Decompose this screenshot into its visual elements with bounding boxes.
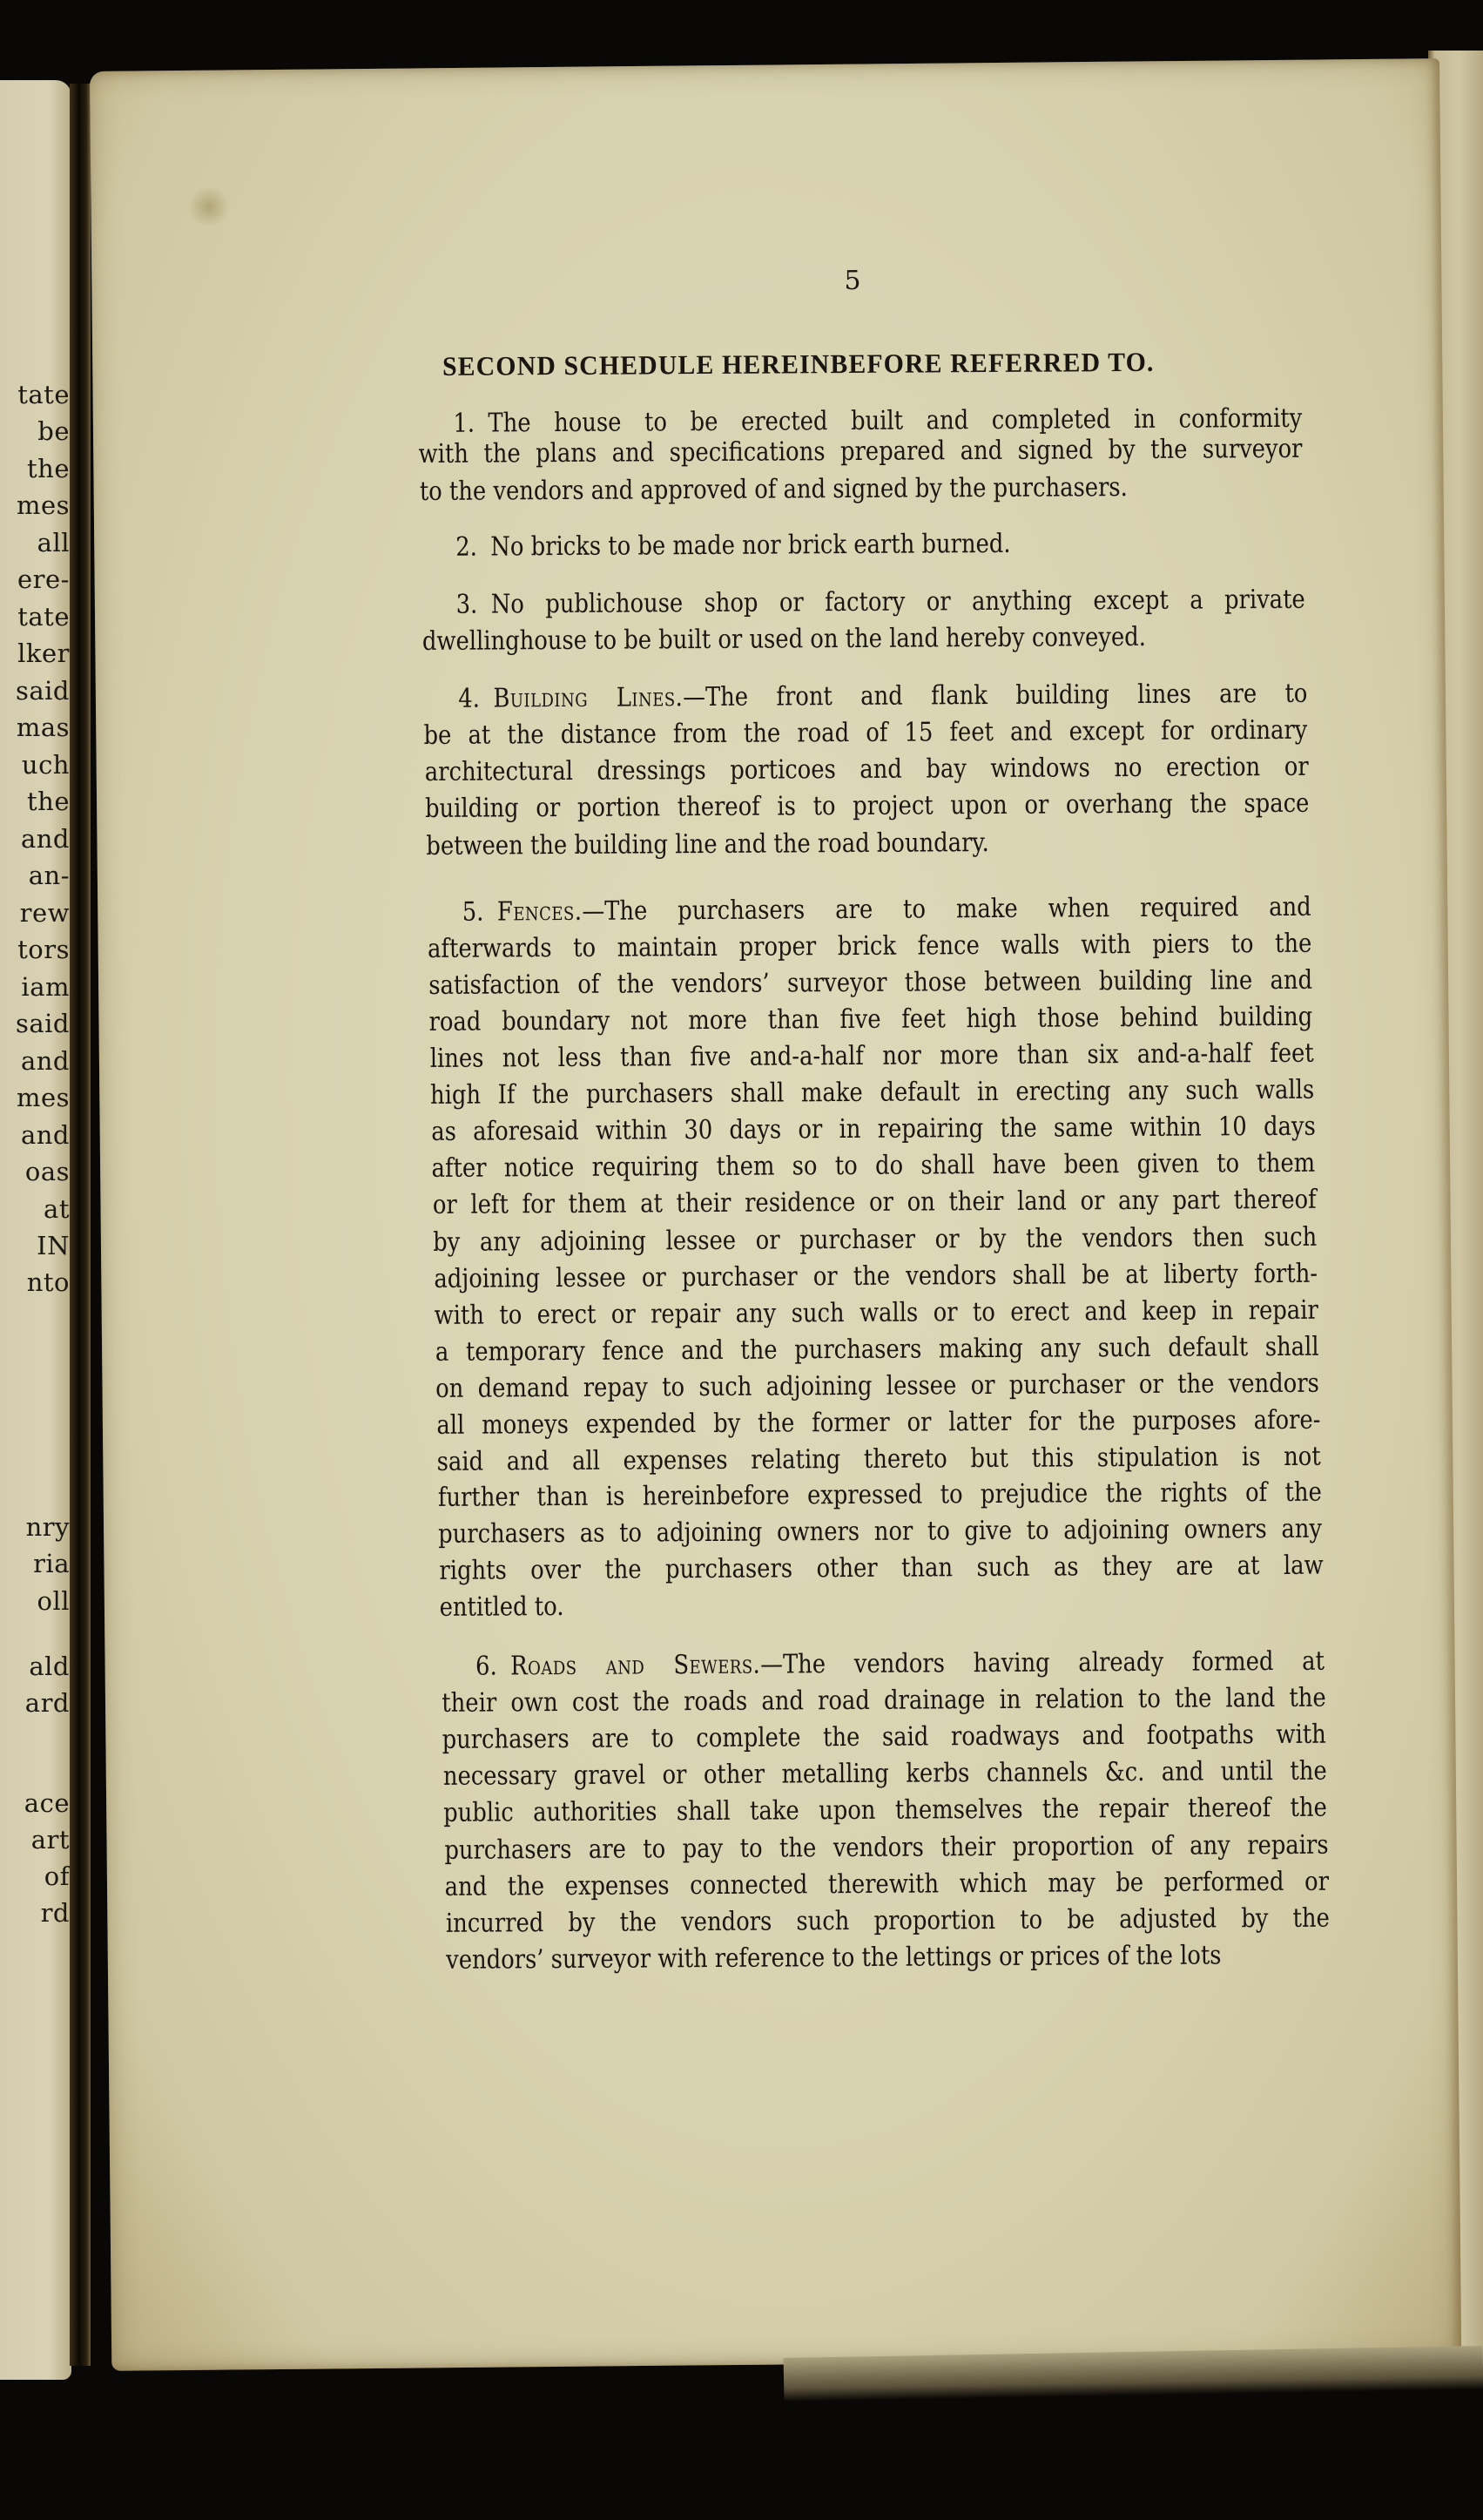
left-page-text-fragment: mes [16,1083,70,1112]
left-page-text-fragment: ald [29,1652,70,1681]
line-text: public authorities shall take upon themselves the repair thereof the [443,1792,1328,1828]
line-text: purchasers as to adjoining owners nor to give to adjoining owners any [438,1513,1323,1550]
left-page-text-fragment: ere- [17,564,70,594]
left-page-text-fragment: of [44,1861,70,1891]
paragraph-1-line [419,435,1303,470]
line-text: vendors’ surveyor with reference to the lettings or prices of the lots [446,1940,1222,1976]
left-page-text-fragment: rew [19,898,70,928]
paragraph-heading: Roads and Sewers. [510,1649,761,1682]
left-page-text-fragment: and [20,1120,70,1150]
line-text: road boundary not more than five feet high those behind building [428,1001,1313,1037]
paragraph-2-line [455,530,1010,563]
paragraph-number: 1. [453,408,475,439]
line-text: adjoining lessee or purchaser or the vendors shall be at liberty forth- [434,1258,1318,1294]
paragraph-6-line [442,1684,1326,1719]
paragraph-number: 6. [475,1651,497,1682]
left-page-text-fragment: tate [17,602,70,632]
paragraph-5-line [428,966,1312,1001]
left-page-text-fragment: oas [24,1157,70,1186]
line-text: to the vendors and approved of and signed by the purchasers. [419,472,1128,507]
line-text: —The purchasers are to make when required and [582,891,1311,927]
paragraph-5-line [430,1076,1314,1111]
left-page-text-fragment: said [15,1009,70,1038]
line-text: satisfaction of the vendors’ surveyor those between building line and [428,964,1312,1001]
line-text: high If the purchasers shall make default in erecting any such walls [430,1074,1315,1111]
paragraph-3-line [456,585,1305,620]
paragraph-5-line [435,1333,1319,1368]
line-text: be at the distance from the road of 15 feet and except for ordinary [423,714,1308,751]
paragraph-1-line [420,473,1128,507]
paragraph-5-line [462,893,1311,928]
paragraph-number: 2. [455,531,477,563]
paragraph-number: 5. [462,896,484,928]
line-text: —The vendors having already formed at [760,1645,1325,1680]
line-text: with the plans and specifications prepared and signed by the surveyor [418,433,1303,470]
left-page-text-fragment: tate [17,380,70,409]
line-text: —The front and flank building lines are to [682,678,1308,713]
line-text: by any adjoining lessee or purchaser or by the vendors then such [433,1221,1318,1258]
left-page-text-fragment: ace [24,1788,70,1818]
paragraph-5-line [432,1149,1316,1184]
line-text: dwellinghouse to be built or used on the land hereby conveyed. [421,621,1147,657]
left-page-text-fragment: ria [33,1549,70,1578]
page-number: 5 [844,265,861,297]
line-text: or left for them at their residence or on their land or any part thereof [432,1184,1317,1220]
paragraph-5-line [431,1112,1316,1147]
paragraph-5-line [435,1369,1319,1404]
paragraph-5-line [429,1003,1313,1037]
line-text: architectural dressings porticoes and bay windows no erection or [424,751,1309,787]
paragraph-5-line [433,1223,1317,1258]
paragraph-5-line [438,1515,1322,1550]
paragraph-6-line [446,1941,1222,1975]
paragraph-5-line [438,1478,1322,1513]
line-text: entitled to. [439,1591,564,1623]
left-page-text-fragment: rd [40,1898,70,1928]
paragraph-5-line [429,1039,1313,1074]
left-page-text-fragment: mes [16,490,70,520]
line-text: No bricks to be made nor brick earth burned. [489,528,1011,563]
line-text: purchasers are to complete the said roadways and footpaths with [442,1719,1326,1755]
line-text: rights over the purchasers other than such as they are at law [439,1550,1324,1586]
paragraph-5-line [436,1406,1320,1441]
paragraph-4-line [426,828,989,861]
line-text: afterwards to maintain proper brick fence walls with piers to the [428,928,1312,964]
left-page-text-fragment: IN [37,1231,70,1260]
paragraph-6-line [442,1720,1326,1755]
paragraph-6-line [445,1868,1330,1902]
left-page-text-fragment: iam [21,972,70,1002]
left-page-text-fragment: nto [26,1267,70,1297]
line-text: their own cost the roads and road drainage in relation to the land the [441,1682,1326,1719]
line-text: No publichouse shop or factory or anything except a private [491,584,1306,620]
paragraph-5-line [433,1186,1317,1220]
line-text: The house to be erected built and completed in conformity [488,402,1303,439]
paragraph-number: 4. [458,683,480,714]
left-page-text-fragment: the [27,787,70,816]
line-text: said and all expenses relating thereto but this stipulation is not [436,1441,1322,1477]
paragraph-4-line [424,716,1308,751]
line-text: further than is hereinbefore expressed to prejudice the rights of the [437,1476,1322,1513]
paragraph-5-line [437,1442,1321,1477]
left-page-text-fragment: at [44,1194,70,1224]
left-page-text-fragment: uch [21,750,70,780]
left-page-text-fragment: and [20,824,70,854]
left-page-text-fragment: lker [17,638,70,668]
line-text: all moneys expended by the former or latter for the purposes afore- [436,1404,1321,1441]
paragraph-6-line [443,1794,1327,1828]
line-text: with to erect or repair any such walls or to erect and keep in repair [434,1294,1319,1331]
left-page-text-fragment: an- [28,861,70,890]
paragraph-6-line [445,1904,1329,1939]
line-text: between the building line and the road boundary. [426,828,989,861]
left-page-text-fragment: nry [25,1512,70,1542]
left-page-text-fragment: the [27,454,70,483]
line-text: incurred by the vendors such proportion to be adjusted by the [445,1902,1330,1939]
paragraph-5-line [439,1551,1323,1586]
line-text: a temporary fence and the purchasers making any such default shall [435,1331,1319,1368]
left-page-text-fragment: oll [37,1586,70,1616]
paragraph-5-line [434,1260,1318,1294]
left-page-text-fragment: be [37,416,70,446]
paragraph-3-line [422,623,1146,657]
paragraph-6-line [442,1757,1326,1792]
line-text: building or portion thereof is to project upon or overhang the space [425,787,1310,824]
line-text: necessary gravel or other metalling kerbs channels &c. and until the [442,1755,1327,1792]
paragraph-heading: Building Lines. [493,682,684,714]
paragraph-number: 3. [456,589,478,620]
left-page-text-fragment: ard [24,1688,70,1718]
paragraph-5-line [435,1296,1318,1331]
left-page-text-fragment: said [15,676,70,706]
line-text: lines not less than five and-a-half nor more than six and-a-half feet [429,1037,1314,1074]
line-text: on demand repay to such adjoining lessee or purchaser or the vendors [435,1368,1320,1404]
paragraph-6-line [475,1647,1325,1682]
left-page-text-fragment: tors [17,935,70,964]
left-page-text-fragment: art [30,1825,70,1855]
paragraph-4-line [458,679,1307,714]
paragraph-4-line [425,789,1309,824]
line-text: as aforesaid within 30 days or in repairing the same within 10 days [431,1111,1316,1147]
paragraph-5-line [428,929,1311,964]
paragraph-heading: Fences. [496,895,583,928]
paragraph-6-line [444,1831,1328,1866]
left-page-text-fragment: all [37,528,70,557]
paragraph-4-line [425,753,1309,787]
line-text: after notice requiring them so to do shall have been given to them [431,1147,1316,1184]
left-page-text-fragment: mas [16,713,70,742]
line-text: purchasers are to pay to the vendors their proportion of any repairs [443,1829,1329,1866]
line-text: and the expenses connected therewith which may be performed or [444,1866,1330,1902]
left-page-text-fragment: and [20,1046,70,1076]
paragraph-5-line [440,1592,564,1623]
schedule-title: SECOND SCHEDULE HEREINBEFORE REFERRED TO. [442,346,1155,382]
